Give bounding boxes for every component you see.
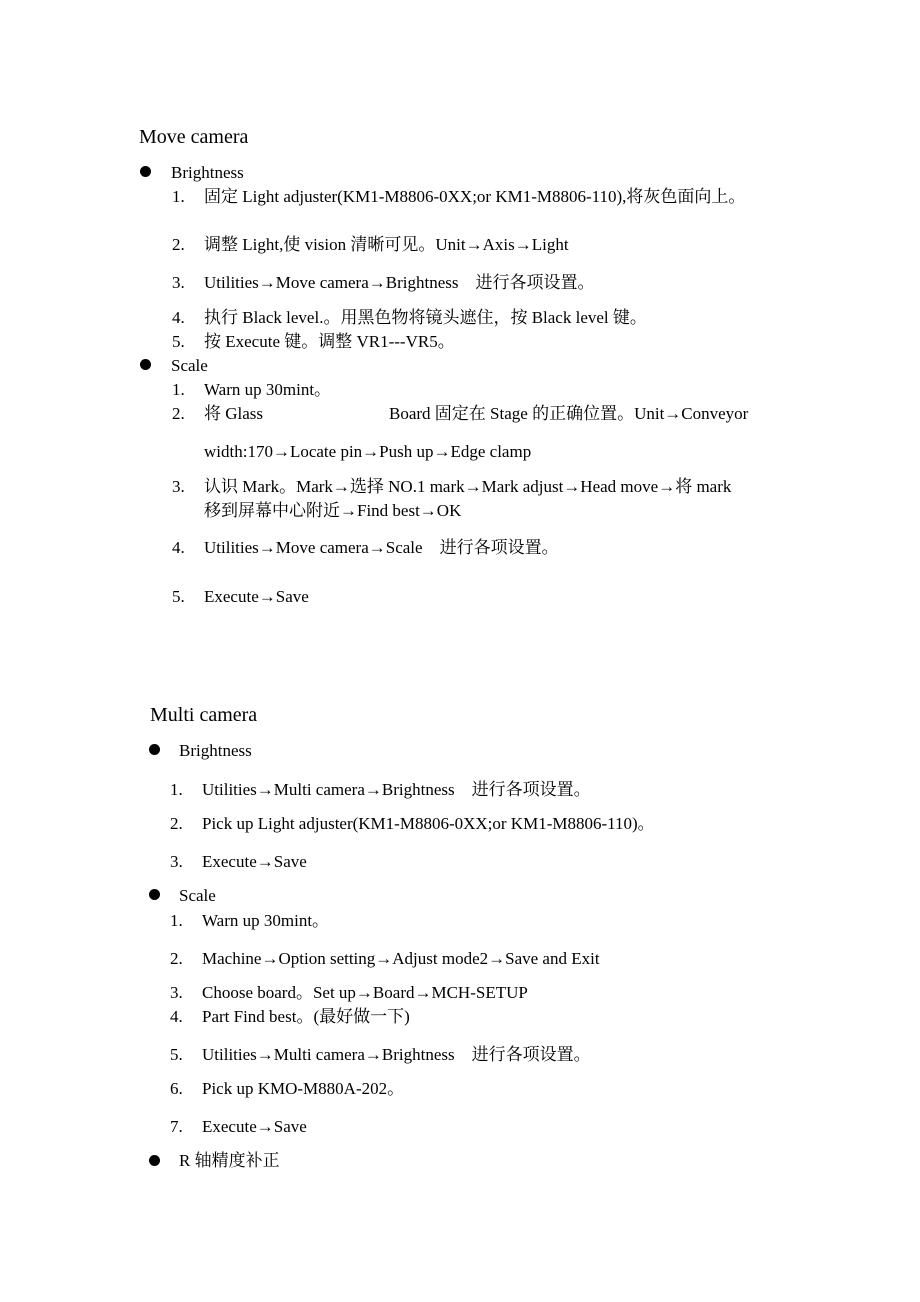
list-item-continuation: 移到屏幕中心附近→Find best→OK [204, 501, 462, 520]
item-number: 1. [170, 780, 183, 799]
group-label-r-axis: R 轴精度补正 [179, 1151, 280, 1170]
item-number: 1. [172, 380, 185, 399]
bullet-icon [149, 889, 160, 900]
list-item: Machine→Option setting→Adjust mode2→Save and Exit [202, 949, 600, 968]
item-number: 3. [172, 477, 185, 496]
item-number: 2. [170, 949, 183, 968]
list-item: Utilities→Move camera→Scale 进行各项设置。 [204, 538, 559, 557]
group-label-brightness: Brightness [179, 741, 252, 760]
group-label-brightness: Brightness [171, 163, 244, 182]
list-item: Utilities→Multi camera→Brightness 进行各项设置。 [202, 1045, 591, 1064]
list-item-continuation: width:170→Locate pin→Push up→Edge clamp [204, 442, 532, 461]
list-item: Utilities→Move camera→Brightness 进行各项设置。 [204, 273, 595, 292]
list-item: 认识 Mark。Mark→选择 NO.1 mark→Mark adjust→Head move→将 mark [204, 477, 732, 496]
item-number: 3. [172, 273, 185, 292]
list-item: Execute→Save [202, 1117, 307, 1136]
item-number: 4. [172, 308, 185, 327]
group-label-scale: Scale [179, 886, 216, 905]
item-number: 2. [172, 235, 185, 254]
bullet-icon [140, 359, 151, 370]
item-number: 5. [172, 587, 185, 606]
list-item: Pick up Light adjuster(KM1-M8806-0XX;or KM1-M8806-110)。 [202, 814, 655, 833]
list-item: 按 Execute 键。调整 VR1---VR5。 [204, 332, 455, 351]
list-item: 固定 Light adjuster(KM1-M8806-0XX;or KM1-M8806-110),将灰色面向上。 [204, 187, 746, 206]
list-item: 执行 Black level.。用黑色物将镜头遮住，按 Black level 键。 [204, 308, 647, 327]
item-number: 5. [172, 332, 185, 351]
bullet-icon [149, 1155, 160, 1166]
item-number: 4. [170, 1007, 183, 1026]
group-label-scale: Scale [171, 356, 208, 375]
item-number: 5. [170, 1045, 183, 1064]
item-number: 3. [170, 983, 183, 1002]
section-title-move-camera: Move camera [139, 126, 249, 148]
list-item: Utilities→Multi camera→Brightness 进行各项设置。 [202, 780, 591, 799]
item-number: 7. [170, 1117, 183, 1136]
list-item: 调整 Light,使 vision 清晰可见。Unit→Axis→Light [204, 235, 569, 254]
item-number: 3. [170, 852, 183, 871]
item-number: 1. [172, 187, 185, 206]
list-item: 将 Glass [204, 404, 264, 423]
item-number: 1. [170, 911, 183, 930]
list-item: Board 固定在 Stage 的正确位置。Unit→Conveyor [389, 404, 749, 423]
item-number: 2. [172, 404, 185, 423]
list-item: Pick up KMO-M880A-202。 [202, 1079, 405, 1098]
bullet-icon [149, 744, 160, 755]
list-item: Execute→Save [204, 587, 309, 606]
item-number: 6. [170, 1079, 183, 1098]
list-item: Execute→Save [202, 852, 307, 871]
list-item: Warn up 30mint。 [202, 911, 330, 930]
section-title-multi-camera: Multi camera [150, 704, 258, 726]
bullet-icon [140, 166, 151, 177]
item-number: 2. [170, 814, 183, 833]
list-item: Warn up 30mint。 [204, 380, 332, 399]
list-item: Part Find best。(最好做一下) [202, 1007, 410, 1026]
item-number: 4. [172, 538, 185, 557]
list-item: Choose board。Set up→Board→MCH-SETUP [202, 983, 528, 1002]
